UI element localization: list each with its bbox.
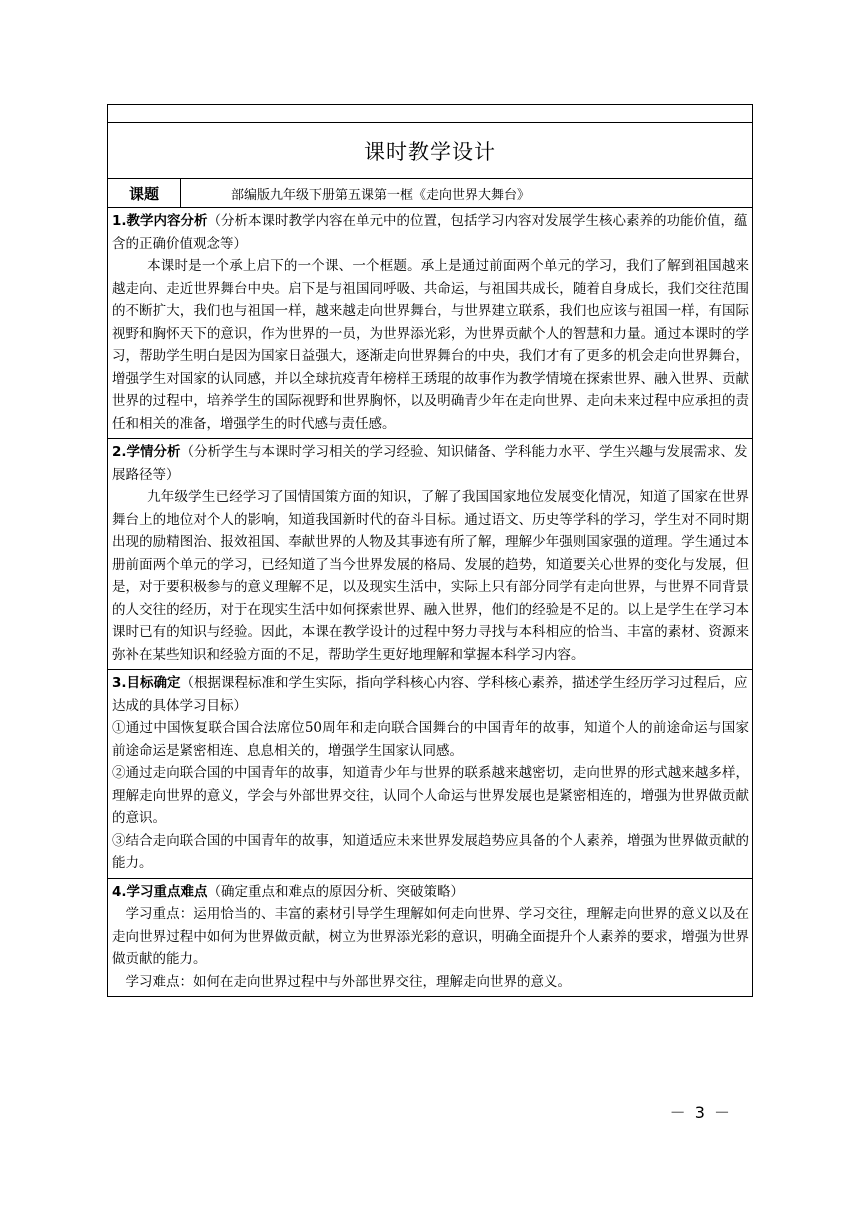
blank-header-row <box>108 105 752 123</box>
section-note: （分析学生与本课时学习相关的学习经验、知识储备、学科能力水平、学生兴趣与发展需求、发展路径等） <box>112 444 748 483</box>
section-title: 2.学情分析 <box>112 444 181 460</box>
topic-label: 课题 <box>108 179 181 207</box>
section-note: （分析本课时教学内容在单元中的位置，包括学习内容对发展学生核心素养的功能价值，蕴含的正确价值观念等） <box>112 213 748 252</box>
objective-item: ③结合走向联合国的中国青年的故事，知道适应未来世界发展趋势应具备的个人素养，增强为世界做贡献的能力。 <box>112 832 749 871</box>
section-paragraph: 本课时是一个承上启下的一个课、一个框题。承上是通过前面两个单元的学习，我们了解到祖国越来越走向、走近世界舞台中央。启下是与祖国同呼吸、共命运，与祖国共成长，随着自身成长，我们交往范围的不断扩大，我们也与祖国一样，越来越走向世界舞台，与世界建立联系，我们也应该与祖国一样，有国际视野和胸怀天下的意识，作为世界的一员，为世界添光彩，为世界贡献个人的智慧和力量。通过本课时的学习，帮助学生明白是因为国家日益强大，逐渐走向世界舞台的中央，我们才有了更多的机会走向世界舞台，增强学生对国家的认同感，并以全球抗疫青年榜样王琇琨的故事作为教学情境在探索世界、融入世界、贡献世界的过程中，培养学生的国际视野和世界胸怀，以及明确青少年在走向世界、走向未来过程中应承担的责任和相关的准备，增强学生的时代感与责任感。 <box>112 258 749 432</box>
section-title: 1.教学内容分析 <box>112 213 208 229</box>
section-note: （确定重点和难点的原因分析、突破策略） <box>207 883 465 900</box>
topic-value: 部编版九年级下册第五课第一框《走向世界大舞台》 <box>231 187 531 203</box>
lesson-design-table <box>107 104 753 997</box>
section-note: （根据课程标准和学生实际，指向学科核心内容、学科核心素养，描述学生经历学习过程后，应达成的具体学习目标） <box>112 675 748 714</box>
section-paragraph: 九年级学生已经学习了国情国策方面的知识，了解了我国国家地位发展变化情况，知道了国家在世界舞台上的地位对个人的影响，知道我国新时代的奋斗目标。通过语文、历史等学科的学习，学生对不同时期出现的励精图治、报效祖国、奉献世界的人物及其事迹有所了解，理解少年强则国家强的道理。学生通过本册前面两个单元的学习，已经知道了当今世界发展的格局、发展的趋势，知道要关心世界的变化与发展，但是，对于要积极参与的意义理解不足，以及现实生活中，实际上只有部分同学有走向世界，与世界不同背景的人交往的经历，对于在现实生活中如何探索世界、融入世界，他们的经验是不足的。以上是学生在学习本课时已有的知识与经验。因此，本课在教学设计的过程中努力寻找与本科相应的恰当、丰富的素材、资源来弥补在某些知识和经验方面的不足，帮助学生更好地理解和掌握本科学习内容。 <box>112 489 749 663</box>
section-content-analysis <box>108 208 752 439</box>
section-learner-analysis <box>108 439 752 670</box>
table-frame <box>107 104 753 997</box>
topic-row <box>108 179 752 208</box>
page-title: 课时教学设计 <box>364 139 496 164</box>
title-row <box>108 123 752 179</box>
objective-item: ②通过走向联合国的中国青年的故事，知道青少年与世界的联系越来越密切，走向世界的形式越来越多样，理解走向世界的意义，学会与外部世界交往，认同个人命运与世界发展也是紧密相连的，增强为世界做贡献的意识。 <box>112 765 749 826</box>
section-title: 4.学习重点难点 <box>112 883 208 900</box>
page-number: － 3 － <box>669 1103 732 1122</box>
key-point-paragraph: 学习重点：运用恰当的、丰富的素材引导学生理解如何走向世界、学习交往，理解走向世界的意义以及在走向世界过程中如何为世界做贡献，树立为世界添光彩的意识，明确全面提升个人素养的要求，增强为世界做贡献的能力。 <box>112 906 749 967</box>
objective-item: ①通过中国恢复联合国合法席位50周年和走向联合国舞台的中国青年的故事，知道个人的前途命运与国家前途命运是紧密相连、息息相关的，增强学生国家认同感。 <box>112 720 749 759</box>
section-key-points <box>108 879 752 997</box>
section-title: 3.目标确定 <box>112 675 181 691</box>
difficulty-paragraph: 学习难点：如何在走向世界过程中与外部世界交往，理解走向世界的意义。 <box>125 973 571 990</box>
section-objectives <box>108 670 752 879</box>
